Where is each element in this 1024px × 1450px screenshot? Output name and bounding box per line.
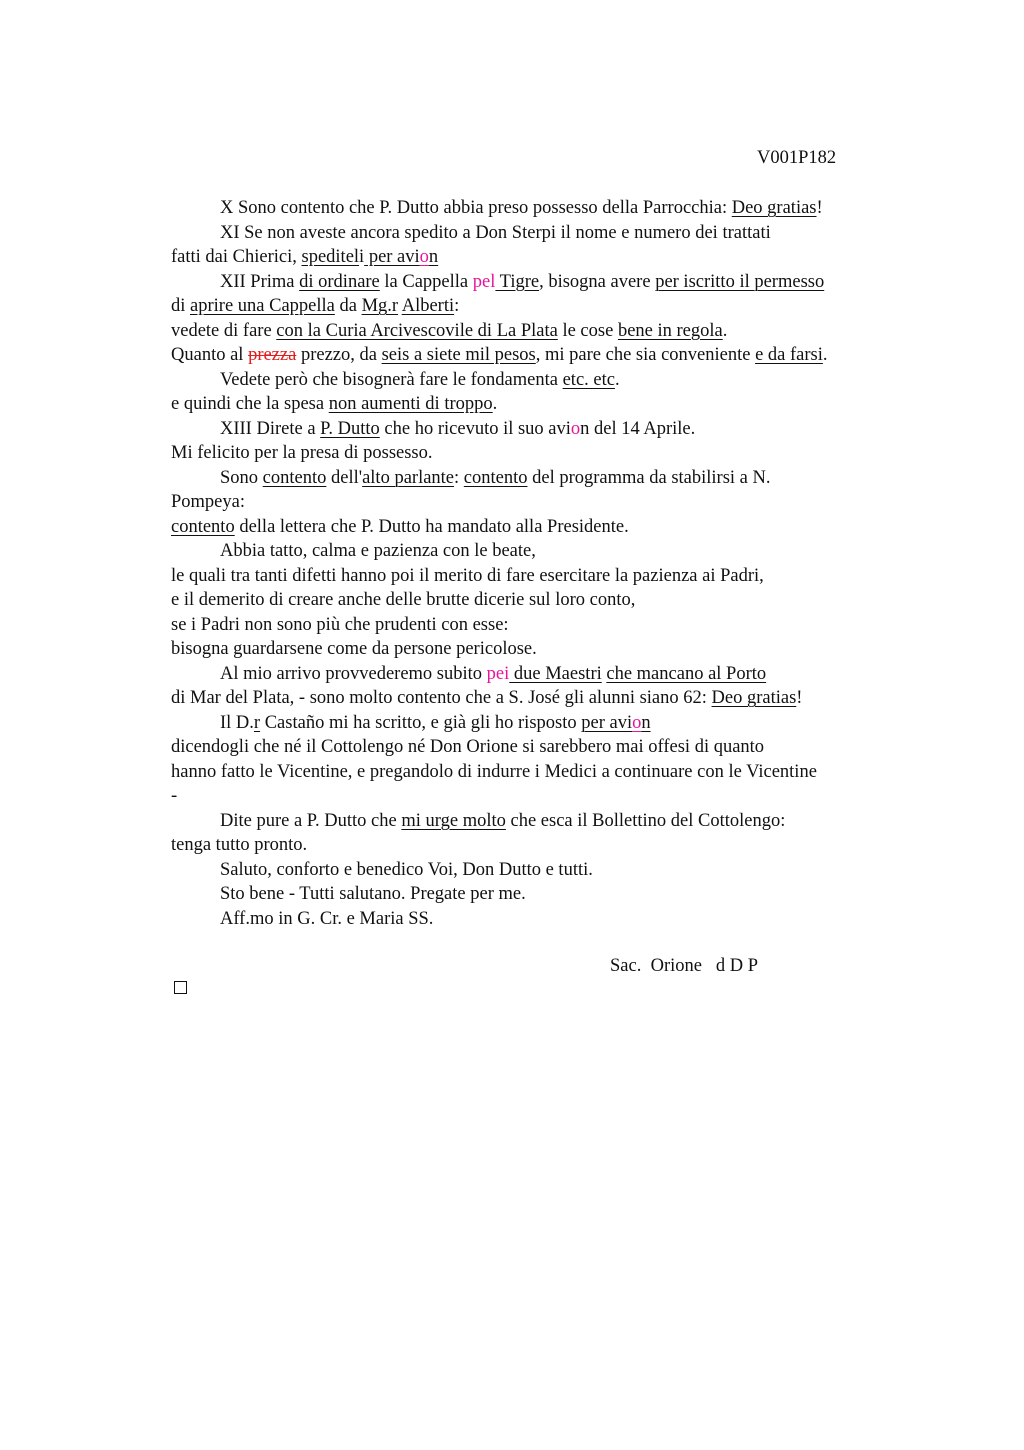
text-segment: . xyxy=(822,345,828,365)
text-segment: dicendogli che né il Cottolengo né Don Orione si sarebbero mai offesi di quanto xyxy=(171,737,765,757)
text-segment: Pompeya: xyxy=(171,492,245,512)
text-segment: Dite pure a P. Dutto che xyxy=(220,810,402,831)
text-segment: XIII Direte a xyxy=(220,418,321,439)
underlined-text: con la Curia Arcivescovile di La Plata xyxy=(276,320,558,341)
text-line xyxy=(220,466,980,490)
underlined-text: per avi xyxy=(364,247,420,267)
document-id: V001P182 xyxy=(757,148,837,168)
text-line xyxy=(171,564,931,588)
text-segment: la Cappella xyxy=(379,271,473,292)
text-segment: Sono xyxy=(220,467,263,488)
highlighted-text: o xyxy=(570,418,581,439)
text-segment: di xyxy=(171,296,191,316)
underlined-text: bene in regola xyxy=(617,320,723,341)
underlined-text: seis a siete mil pesos xyxy=(381,345,536,365)
text-segment: le quali tra tanti difetti hanno poi il merito di fare esercitare la pazienza ai Padri, xyxy=(171,565,764,586)
underlined-text: etc. etc xyxy=(562,369,615,390)
text-segment: e quindi che la spesa xyxy=(171,394,329,414)
text-segment: e il demerito di creare anche delle brutte dicerie sul loro conto, xyxy=(171,590,636,610)
text-line xyxy=(171,686,931,710)
text-segment: : xyxy=(454,296,460,316)
text-segment: vedete di fare xyxy=(171,320,277,341)
text-segment: della lettera che P. Dutto ha mandato alla Presidente. xyxy=(234,516,629,537)
underlined-text: Alberti xyxy=(401,296,455,316)
text-segment: . xyxy=(722,320,728,341)
underlined-text: di ordinare xyxy=(299,271,380,292)
underlined-text: Mg.r xyxy=(361,296,399,316)
text-segment: dell' xyxy=(326,467,363,488)
text-line xyxy=(220,417,980,441)
text-segment: bisogna guardarsene come da persone pericolose. xyxy=(171,639,537,659)
text-segment: hanno fatto le Vicentine, e pregandolo di indurre i Medici a continuare con le Vicentine xyxy=(171,761,817,782)
text-segment: Il D. xyxy=(220,712,254,733)
text-line xyxy=(171,588,931,612)
underlined-text: che mancano al Porto xyxy=(606,663,767,684)
text-line xyxy=(171,613,931,637)
highlighted-text: pel xyxy=(472,271,496,292)
text-segment: Aff.mo in G. Cr. e Maria SS. xyxy=(220,908,434,929)
text-segment: da xyxy=(334,296,362,316)
text-segment: - xyxy=(171,786,178,806)
text-segment: Saluto, conforto e benedico Voi, Don Dutto e tutti. xyxy=(220,859,593,880)
text-segment: Abbia tatto, calma e pazienza con le beate, xyxy=(220,541,536,561)
text-line xyxy=(171,760,931,784)
text-segment: XI Se non aveste ancora spedito a Don Sterpi il nome e numero dei trattati xyxy=(220,222,771,243)
text-line xyxy=(220,907,980,931)
underlined-text: P. Dutto xyxy=(320,418,380,439)
text-segment: ! xyxy=(816,198,823,218)
text-line xyxy=(171,637,931,661)
underlined-text: alto parlante xyxy=(362,467,455,488)
text-line xyxy=(220,270,980,294)
underlined-text: per iscritto il permesso xyxy=(655,271,825,292)
text-line xyxy=(171,319,931,343)
text-line xyxy=(220,221,980,245)
text-line xyxy=(220,711,980,735)
underlined-text: contento xyxy=(463,467,528,488)
text-segment: prezzo, da xyxy=(296,345,382,365)
text-segment: tenga tutto pronto. xyxy=(171,835,308,855)
text-segment: che ho ricevuto il suo avi xyxy=(379,418,571,439)
underlined-text: n xyxy=(641,712,651,733)
underlined-text: aprire una Cappella xyxy=(190,296,335,316)
underlined-text: n xyxy=(428,247,439,267)
text-line xyxy=(171,784,931,808)
text-segment: Mi felicito per la presa di possesso. xyxy=(171,443,433,463)
text-line xyxy=(171,392,931,416)
text-line xyxy=(171,490,931,514)
text-line xyxy=(171,245,931,269)
text-line xyxy=(220,882,980,906)
underlined-text: mi urge molto xyxy=(401,810,506,831)
underlined-text: per avi xyxy=(581,712,633,733)
text-segment: Castaño mi ha scritto, e già gli ho risposto xyxy=(260,712,582,733)
underlined-text: r xyxy=(253,712,261,733)
underlined-text: speditel xyxy=(301,247,360,267)
text-line xyxy=(171,294,931,318)
text-segment: fatti dai Chierici, xyxy=(171,247,302,267)
text-line xyxy=(220,196,980,220)
text-line xyxy=(171,735,931,759)
text-segment: Al mio arrivo provvederemo subito xyxy=(220,663,487,684)
text-segment: del programma da stabilirsi a N. xyxy=(527,467,771,488)
text-line xyxy=(220,662,980,686)
text-segment: Sto bene - Tutti salutano. Pregate per me. xyxy=(220,884,526,904)
text-segment: . xyxy=(614,369,620,390)
signature-line: Sac. Orione d D P xyxy=(610,956,758,976)
text-segment: di Mar del Plata, - sono molto contento che a S. José gli alunni siano 62: xyxy=(171,688,712,708)
text-line xyxy=(171,441,931,465)
text-line xyxy=(220,809,980,833)
underlined-text: contento xyxy=(262,467,327,488)
text-line xyxy=(171,515,931,539)
text-segment: XII Prima xyxy=(220,271,300,292)
underlined-text: Tigre xyxy=(495,271,540,292)
text-segment: che esca il Bollettino del Cottolengo: xyxy=(505,810,786,831)
text-segment: ! xyxy=(796,688,803,708)
text-segment: le cose xyxy=(557,320,618,341)
text-segment: , bisogna avere xyxy=(539,271,656,292)
underlined-text: due Maestri xyxy=(509,663,602,684)
text-line xyxy=(171,343,931,367)
underlined-text: e da farsi xyxy=(755,345,823,365)
text-line xyxy=(220,858,980,882)
text-segment: Quanto al xyxy=(171,345,249,365)
underlined-text: contento xyxy=(171,516,235,537)
text-line xyxy=(220,368,980,392)
checkbox-square-icon xyxy=(174,981,187,994)
text-segment: se i Padri non sono più che prudenti con esse: xyxy=(171,614,509,635)
text-segment: i xyxy=(359,247,365,267)
struck-text: prezza xyxy=(248,345,297,365)
text-segment: : xyxy=(454,467,464,488)
underlined-text: non aumenti di troppo xyxy=(328,394,493,414)
text-segment: . xyxy=(492,394,498,414)
highlighted-text: pei xyxy=(486,663,510,684)
text-line xyxy=(171,833,931,857)
highlighted-text: o xyxy=(632,712,642,733)
text-segment: n del 14 Aprile. xyxy=(580,418,696,439)
text-line xyxy=(220,539,980,563)
text-segment: X Sono contento che P. Dutto abbia preso possesso della Parrocchia: xyxy=(220,198,732,218)
underlined-text: Deo gratias xyxy=(711,688,797,708)
text-segment: , mi pare che sia conveniente xyxy=(535,345,756,365)
highlighted-text: o xyxy=(419,247,429,267)
text-segment: Vedete però che bisognerà fare le fondamenta xyxy=(220,369,563,390)
underlined-text: Deo gratias xyxy=(731,198,817,218)
